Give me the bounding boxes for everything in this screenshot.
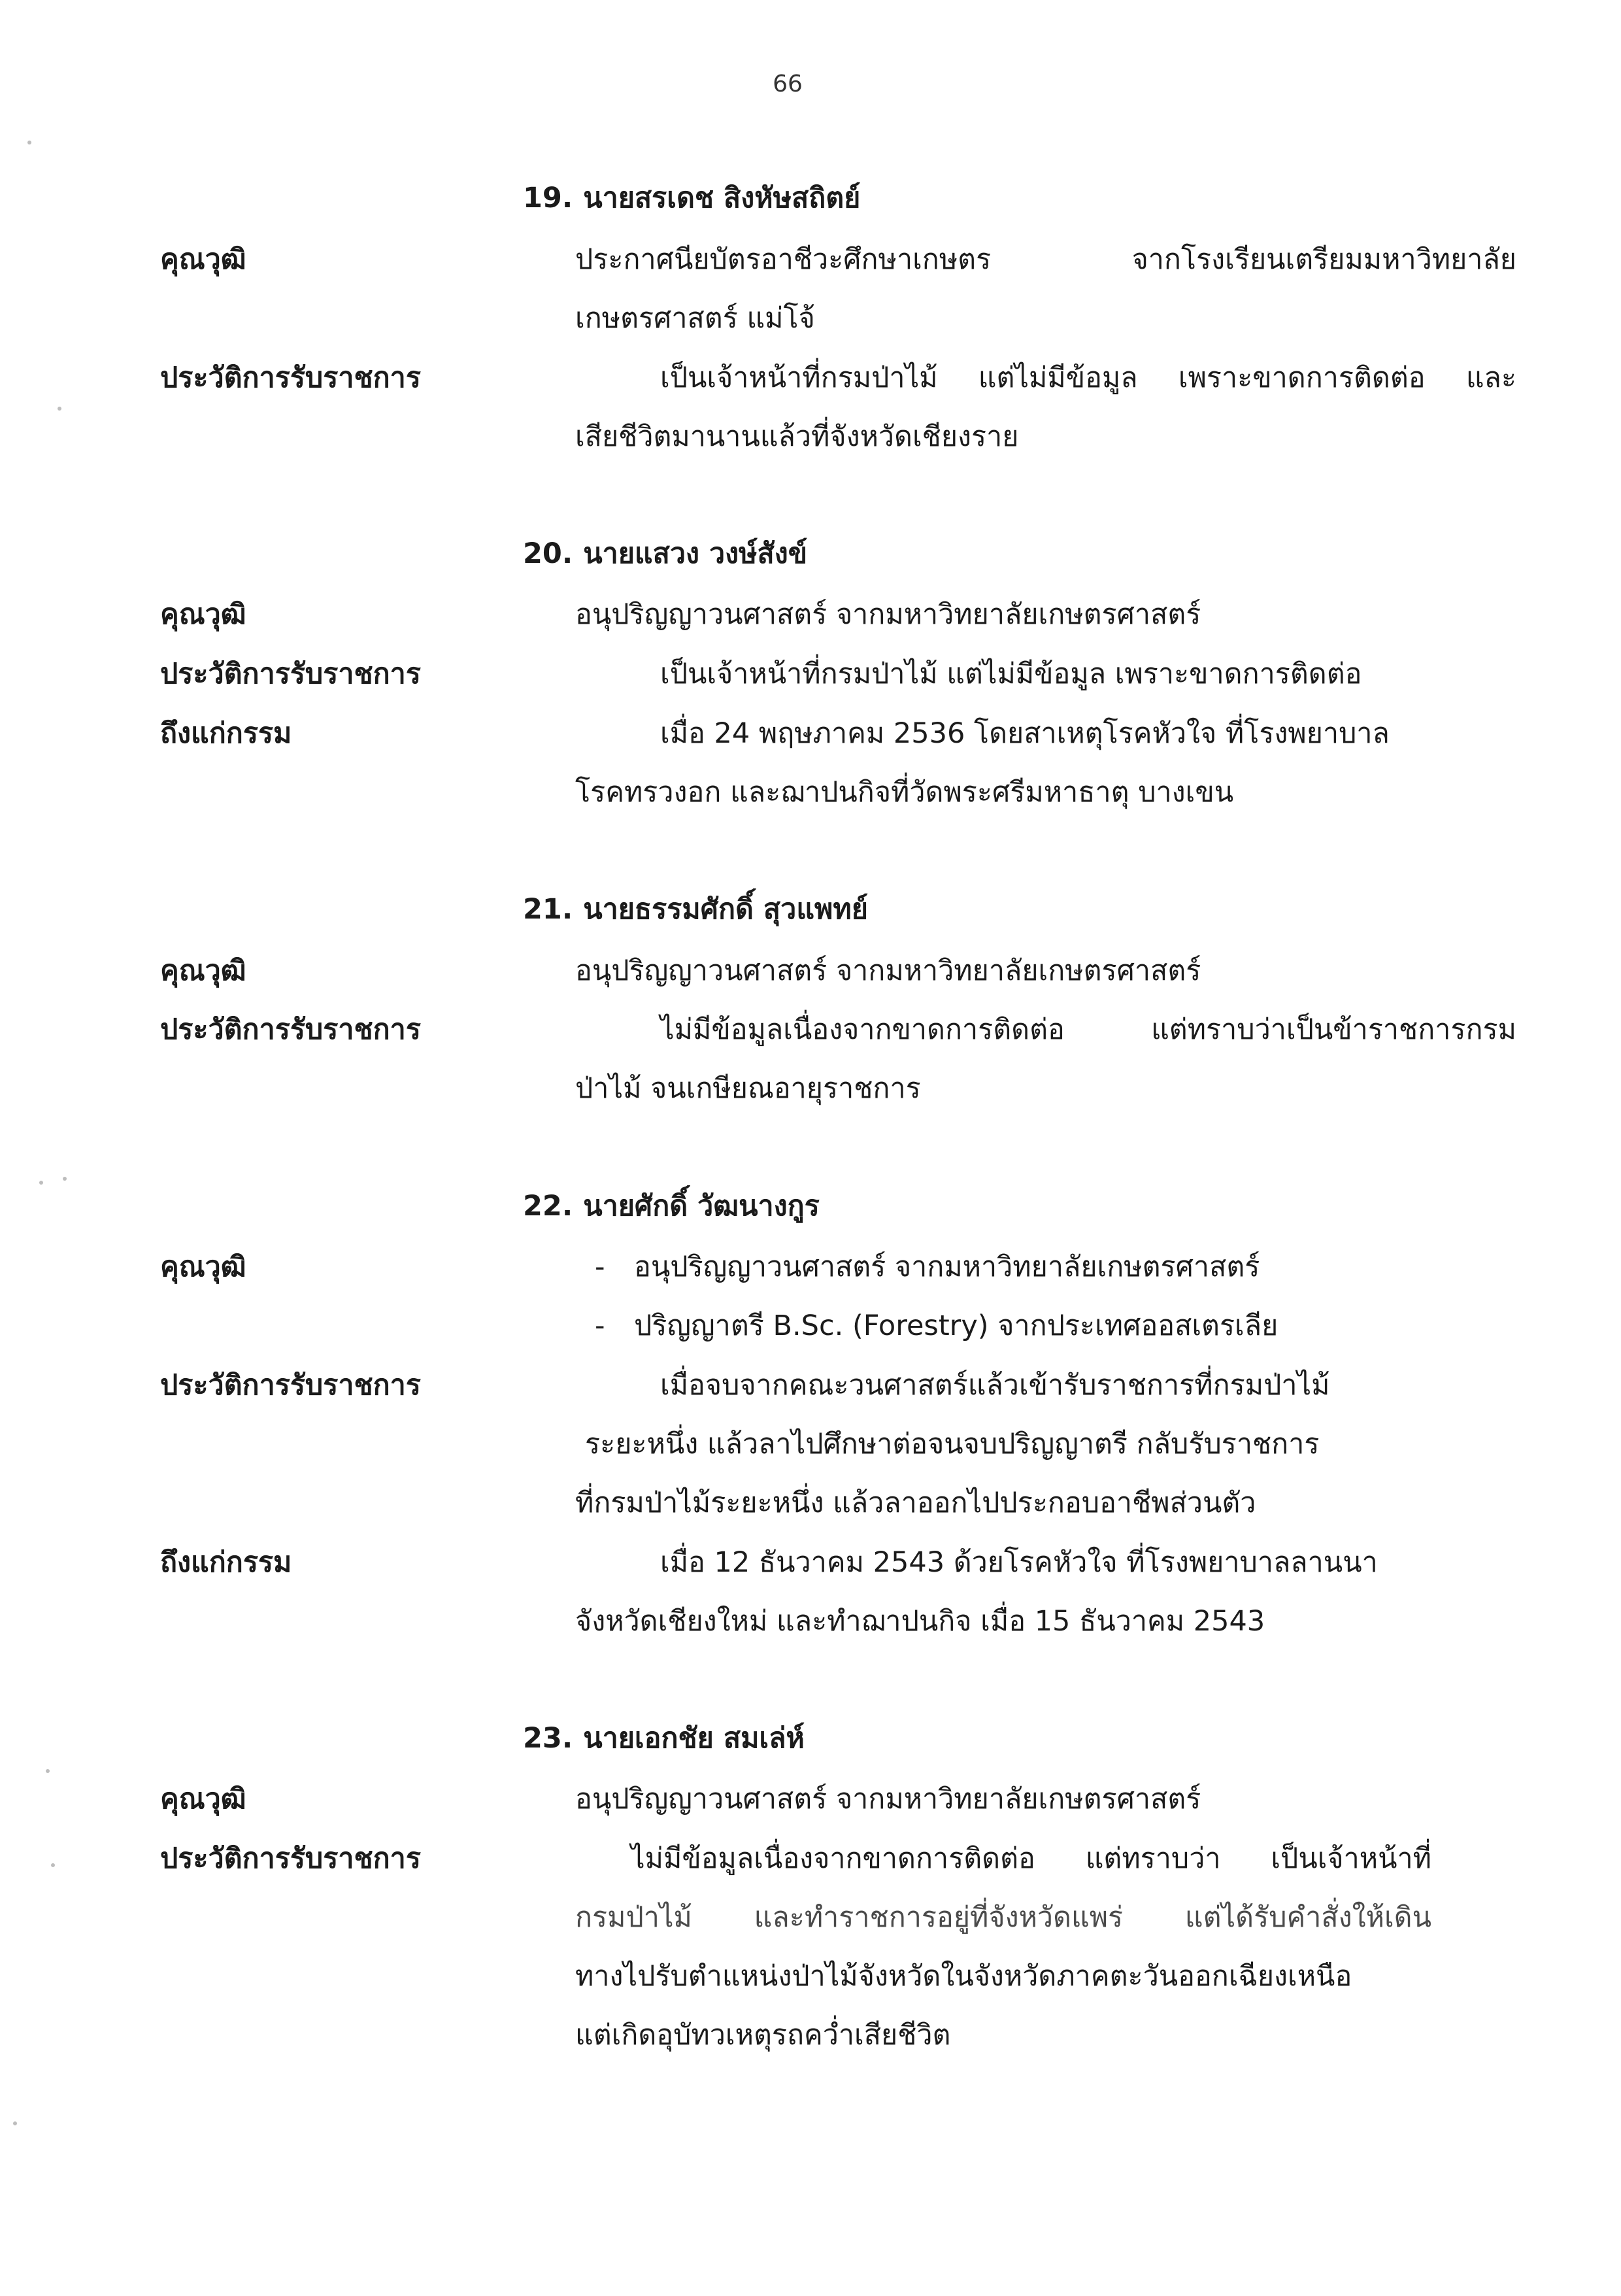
service-line: ไม่มีข้อมูลเนื่องจากขาดการติดต่อ แต่ทราบว่า เป็นเจ้าหน้าที่ [631, 1842, 1431, 1875]
qualification-bullet [595, 1303, 1536, 1347]
entry-heading [523, 886, 868, 931]
service-label: ประวัติการรับราชการ [160, 1013, 421, 1046]
service-label: ประวัติการรับราชการ [160, 362, 421, 394]
entry-number: 19. [523, 182, 573, 214]
entry-heading [523, 175, 860, 220]
entry-name: นายแสวง วงษ์สังข์ [583, 537, 808, 570]
service-line: ที่กรมป่าไม้ระยะหนึ่ง แล้วลาออกไปประกอบอาชีพส่วนตัว [575, 1487, 1256, 1519]
entry-heading [523, 1715, 805, 1760]
death-line: จังหวัดเชียงใหม่ และทำฌาปนกิจ เมื่อ 15 ธันวาคม 2543 [575, 1605, 1265, 1638]
bullet-marker: - [595, 1309, 605, 1342]
death-line: เมื่อ 24 พฤษภาคม 2536 โดยสาเหตุโรคหัวใจ ที่โรงพยาบาล [660, 717, 1390, 750]
service-line: ไม่มีข้อมูลเนื่องจากขาดการติดต่อ แต่ทราบว่าเป็นข้าราชการกรม [660, 1013, 1516, 1046]
scan-speck [51, 1863, 55, 1867]
qualification-line: ประกาศนียบัตรอาชีวะศึกษาเกษตร จากโรงเรียนเตรียมมหาวิทยาลัย [575, 243, 1516, 276]
entry-name: นายศักดิ์ วัฒนางกูร [583, 1190, 820, 1223]
service-line: กรมป่าไม้ และทำราชการอยู่ที่จังหวัดแพร่ แต่ได้รับคำสั่งให้เดิน [575, 1901, 1431, 1934]
service-line: ป่าไม้ จนเกษียณอายุราชการ [575, 1072, 921, 1105]
scan-speck [39, 1181, 43, 1185]
service-line: เสียชีวิตมานานแล้วที่จังหวัดเชียงราย [575, 420, 1019, 453]
service-label: ประวัติการรับราชการ [160, 1842, 421, 1875]
death-label: ถึงแก่กรรม [160, 1546, 292, 1579]
service-label: ประวัติการรับราชการ [160, 1369, 421, 1402]
qualification-line: อนุปริญญาวนศาสตร์ จากมหาวิทยาลัยเกษตรศาสตร์ [575, 598, 1201, 631]
death-line: เมื่อ 12 ธันวาคม 2543 ด้วยโรคหัวใจ ที่โรงพยาบาลลานนา [660, 1546, 1378, 1579]
service-line: เป็นเจ้าหน้าที่กรมป่าไม้ แต่ไม่มีข้อมูล เพราะขาดการติดต่อ และ [660, 362, 1516, 394]
service-line: แต่เกิดอุบัทวเหตุรถคว่ำเสียชีวิต [575, 2019, 951, 2051]
qualification-line: อนุปริญญาวนศาสตร์ จากมหาวิทยาลัยเกษตรศาสตร์ [575, 954, 1201, 987]
entry-number: 20. [523, 537, 573, 570]
entry-number: 22. [523, 1190, 573, 1223]
qualification-label: คุณวุฒิ [160, 598, 246, 631]
qualification-label: คุณวุฒิ [160, 243, 246, 276]
scan-speck [63, 1177, 67, 1181]
qualification-label: คุณวุฒิ [160, 1251, 246, 1283]
entry-number: 21. [523, 893, 573, 926]
scan-speck [27, 141, 31, 144]
qualification-label: คุณวุฒิ [160, 1783, 246, 1815]
qualification-bullet-text: ปริญญาตรี B.Sc. (Forestry) จากประเทศออสเตรเลีย [634, 1309, 1278, 1342]
scan-speck [58, 407, 61, 411]
qualification-line: เกษตรศาสตร์ แม่โจ้ [575, 302, 815, 335]
service-line: ทางไปรับตำแหน่งป่าไม้จังหวัดในจังหวัดภาคตะวันออกเฉียงเหนือ [575, 1960, 1352, 1993]
qualification-bullet [595, 1244, 1536, 1289]
service-line: เป็นเจ้าหน้าที่กรมป่าไม้ แต่ไม่มีข้อมูล เพราะขาดการติดต่อ [660, 658, 1362, 690]
entry-heading [523, 1183, 820, 1228]
entry-heading [523, 531, 807, 575]
service-label: ประวัติการรับราชการ [160, 658, 421, 690]
entry-name: นายเอกชัย สมเล่ห์ [583, 1722, 805, 1755]
scan-speck [13, 2121, 17, 2125]
scan-speck [46, 1769, 50, 1773]
service-line: ระยะหนึ่ง แล้วลาไปศึกษาต่อจนจบปริญญาตรี กลับรับราชการ [585, 1428, 1320, 1460]
service-line: เมื่อจบจากคณะวนศาสตร์แล้วเข้ารับราชการที่กรมป่าไม้ [660, 1369, 1330, 1402]
bullet-marker: - [595, 1251, 605, 1283]
death-label: ถึงแก่กรรม [160, 717, 292, 750]
qualification-bullet-text: อนุปริญญาวนศาสตร์ จากมหาวิทยาลัยเกษตรศาสตร์ [634, 1251, 1260, 1283]
entry-number: 23. [523, 1722, 573, 1755]
qualification-line: อนุปริญญาวนศาสตร์ จากมหาวิทยาลัยเกษตรศาสตร์ [575, 1783, 1201, 1815]
entry-name: นายสรเดช สิงหัษสถิตย์ [583, 182, 861, 214]
entry-name: นายธรรมศักดิ์ สุวแพทย์ [583, 893, 868, 926]
qualification-label: คุณวุฒิ [160, 954, 246, 987]
page-number: 66 [773, 71, 803, 97]
death-line: โรคทรวงอก และฌาปนกิจที่วัดพระศรีมหาธาตุ บางเขน [575, 776, 1234, 809]
